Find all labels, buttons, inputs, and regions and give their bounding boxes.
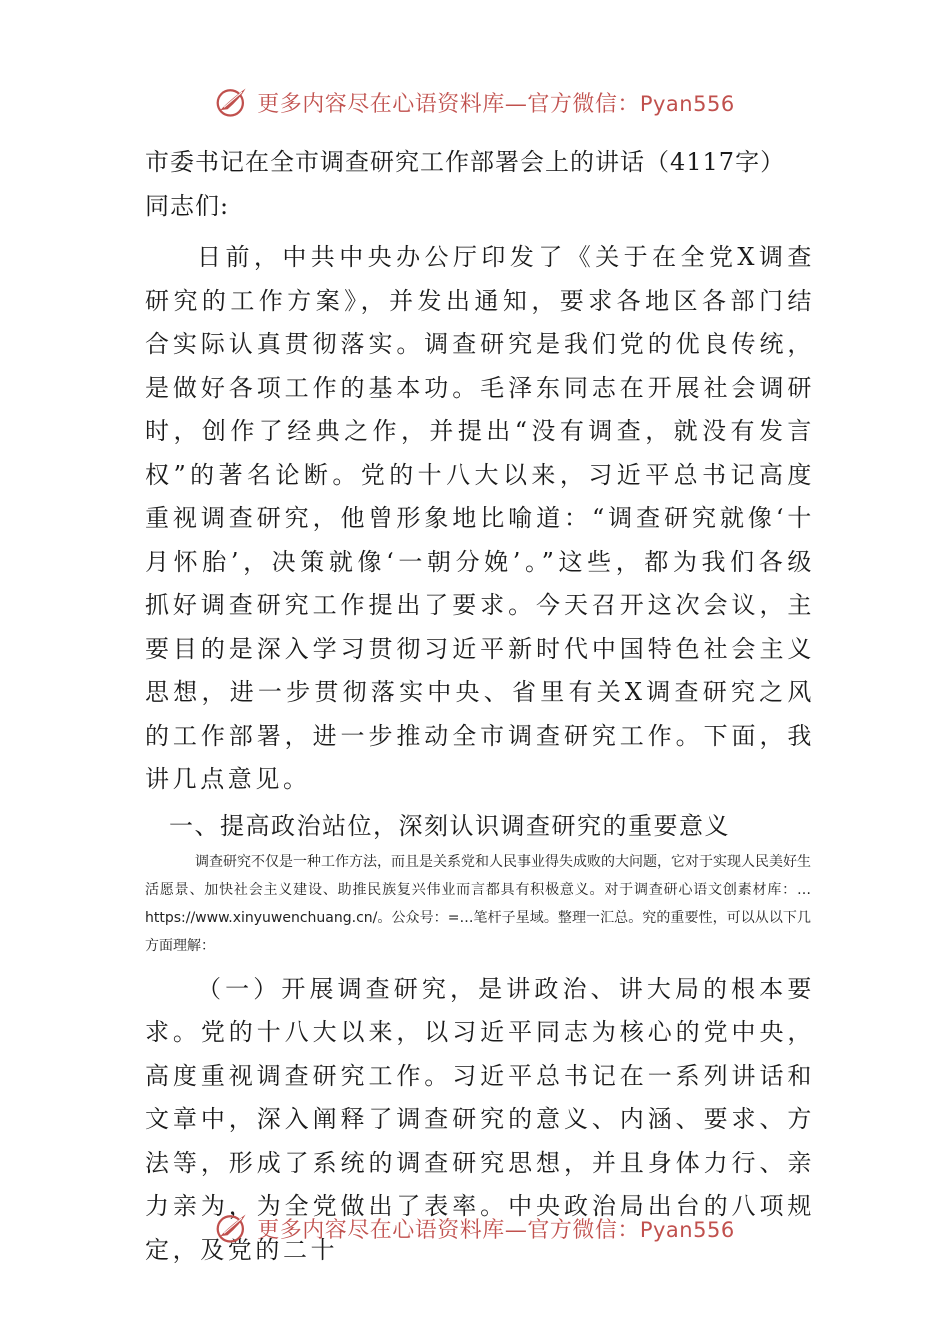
salutation: 同志们:: [145, 192, 230, 220]
watermark-text: 更多内容尽在心语资料库—官方微信：Pyan556: [257, 91, 735, 117]
quill-logo-icon: [215, 1210, 251, 1246]
document-title: 市委书记在全市调查研究工作部署会上的讲话（4117字）: [145, 148, 786, 176]
watermark-header: [0, 80, 950, 124]
intro-paragraph: 日前，中共中央办公厅印发了《关于在全党X调查研究的工作方案》，并发出通知，要求各地区各部门结合实际认真贯彻落实。调查研究是我们党的优良传统，是做好各项工作的基本功。毛泽东同志在开展社会调研时，创作了经典之作，并提出“没有调查，就没有发言权”的著名论断。党的十八大以来，习近平总书记高度重视调查研究，他曾形象地比喻道：“调查研究就像‘十月怀胎’，决策就像‘一朝分娩’。”这些，都为我们各级抓好调查研究工作提出了要求。今天召开这次会议，主要目的是深入学习贯彻习近平新时代中国特色社会主义思想，进一步贯彻落实中央、省里有关X调查研究之风的工作部署，进一步推动全市调查研究工作。下面，我讲几点意见。: [145, 243, 815, 793]
section-note: 调查研究不仅是一种工作方法，而且是关系党和人民事业得失成败的大问题，它对于实现人民美好生活愿景、加快社会主义建设、助推民族复兴伟业而言都具有积极意义。对于调查研心语文创素材库：…https://www.xinyuwenchuang.cn/。公众号：=…笔杆子星域。整理一汇总。究的重要性，可以从以下几方面理解：: [145, 853, 811, 954]
section-heading-1: 一、提高政治站位，深刻认识调查研究的重要意义: [169, 811, 730, 840]
subsection-paragraph: （一）开展调查研究，是讲政治、讲大局的根本要求。党的十八大以来，以习近平同志为核心的党中央，高度重视调查研究工作。习近平总书记在一系列讲话和文章中，深入阐释了调查研究的意义、内涵、要求、方法等，形成了系统的调查研究思想，并且身体力行、亲力亲为，为全党做出了表率。中央政治局出台的八项规定，及党的二十: [145, 974, 815, 1264]
quill-logo-icon: [215, 84, 251, 120]
document-body: [145, 140, 815, 1272]
watermark-footer: [0, 1206, 950, 1250]
watermark-text: 更多内容尽在心语资料库—官方微信：Pyan556: [257, 1217, 735, 1243]
